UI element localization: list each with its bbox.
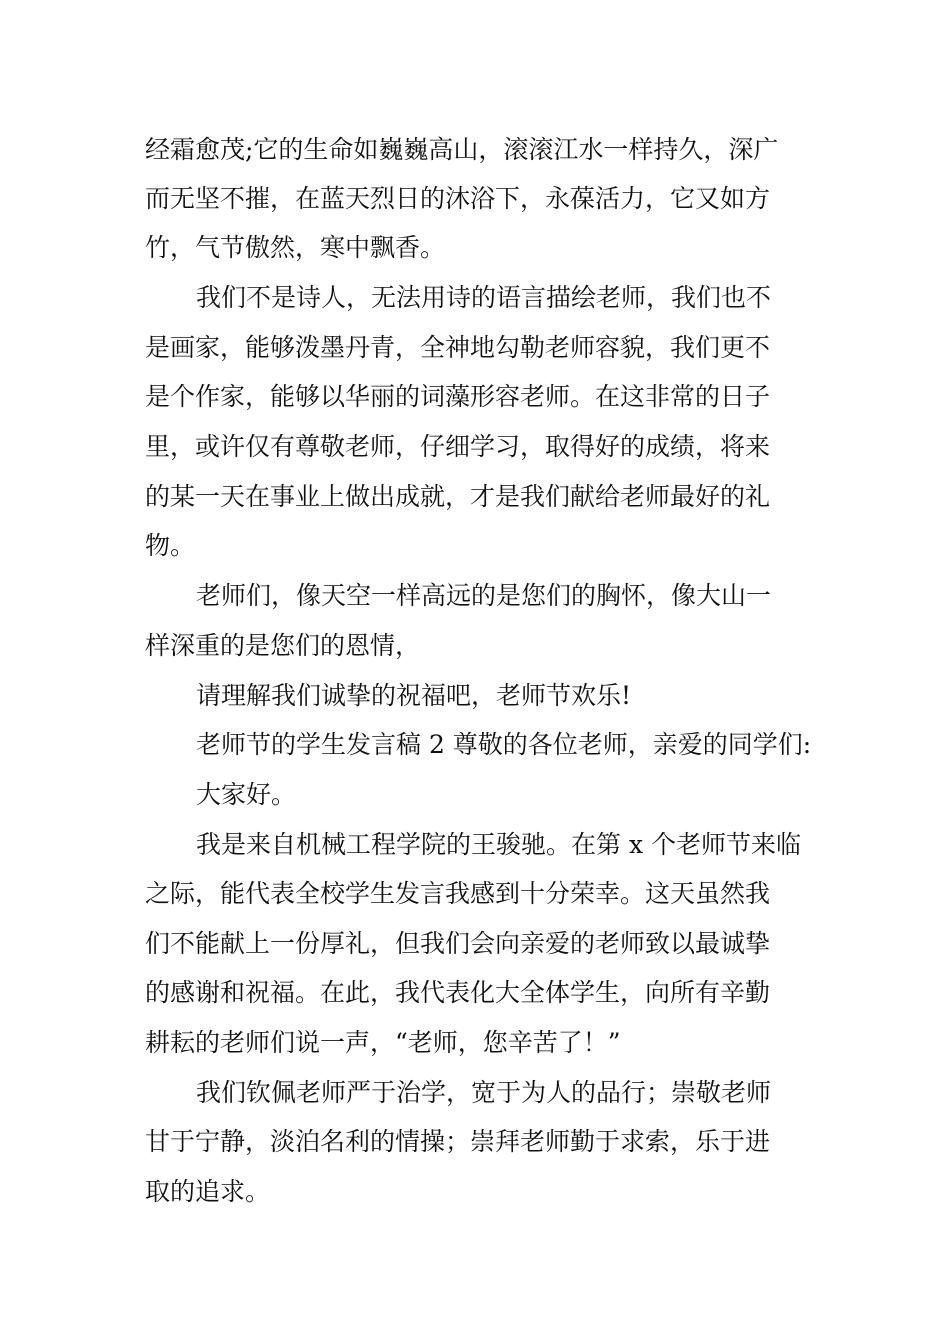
- text-line: 物。: [145, 531, 196, 560]
- text-line: 我们钦佩老师严于治学，宽于为人的品行；崇敬老师: [196, 1078, 772, 1107]
- text-line: 竹，气节傲然，寒中飘香。: [145, 233, 446, 262]
- text-line: 取的追求。: [145, 1177, 271, 1206]
- text-line: 而无坚不摧，在蓝天烈日的沐浴下，永葆活力，它又如方: [145, 184, 771, 213]
- text-line: 里，或许仅有尊敬老师，仔细学习，取得好的成绩，将来: [145, 432, 771, 461]
- text-line: 老师们，像天空一样高远的是您们的胸怀，像大山一: [196, 581, 772, 610]
- text-line: 老师节的学生发言稿 2 尊敬的各位老师，亲爱的同学们:: [196, 730, 812, 759]
- text-line: 是画家，能够泼墨丹青，全神地勾勒老师容貌，我们更不: [145, 333, 771, 362]
- text-line: 大家好。: [196, 780, 297, 809]
- text-line: 我们不是诗人，无法用诗的语言描绘老师，我们也不: [196, 283, 772, 312]
- text-line: 之际，能代表全校学生发言我感到十分荣幸。这天虽然我: [145, 879, 771, 908]
- text-line: 是个作家，能够以华丽的词藻形容老师。在这非常的日子: [145, 382, 771, 411]
- text-line: 样深重的是您们的恩情，: [145, 631, 421, 660]
- text-line: 甘于宁静，淡泊名利的情操；崇拜老师勤于求索，乐于进: [145, 1127, 771, 1156]
- text-line: 经霜愈茂;它的生命如巍巍高山，滚滚江水一样持久，深广: [145, 135, 779, 164]
- text-line: 耕耘的老师们说一声，“老师，您辛苦了！”: [145, 1028, 621, 1057]
- text-line: 的感谢和祝福。在此，我代表化大全体学生，向所有辛勤: [145, 978, 771, 1007]
- text-line: 们不能献上一份厚礼，但我们会向亲爱的老师致以最诚挚: [145, 929, 771, 958]
- text-line: 的某一天在事业上做出成就，才是我们献给老师最好的礼: [145, 482, 771, 511]
- text-line: 我是来自机械工程学院的王骏驰。在第 x 个老师节来临: [196, 830, 801, 859]
- text-line: 请理解我们诚挚的祝福吧，老师节欢乐!: [196, 681, 632, 710]
